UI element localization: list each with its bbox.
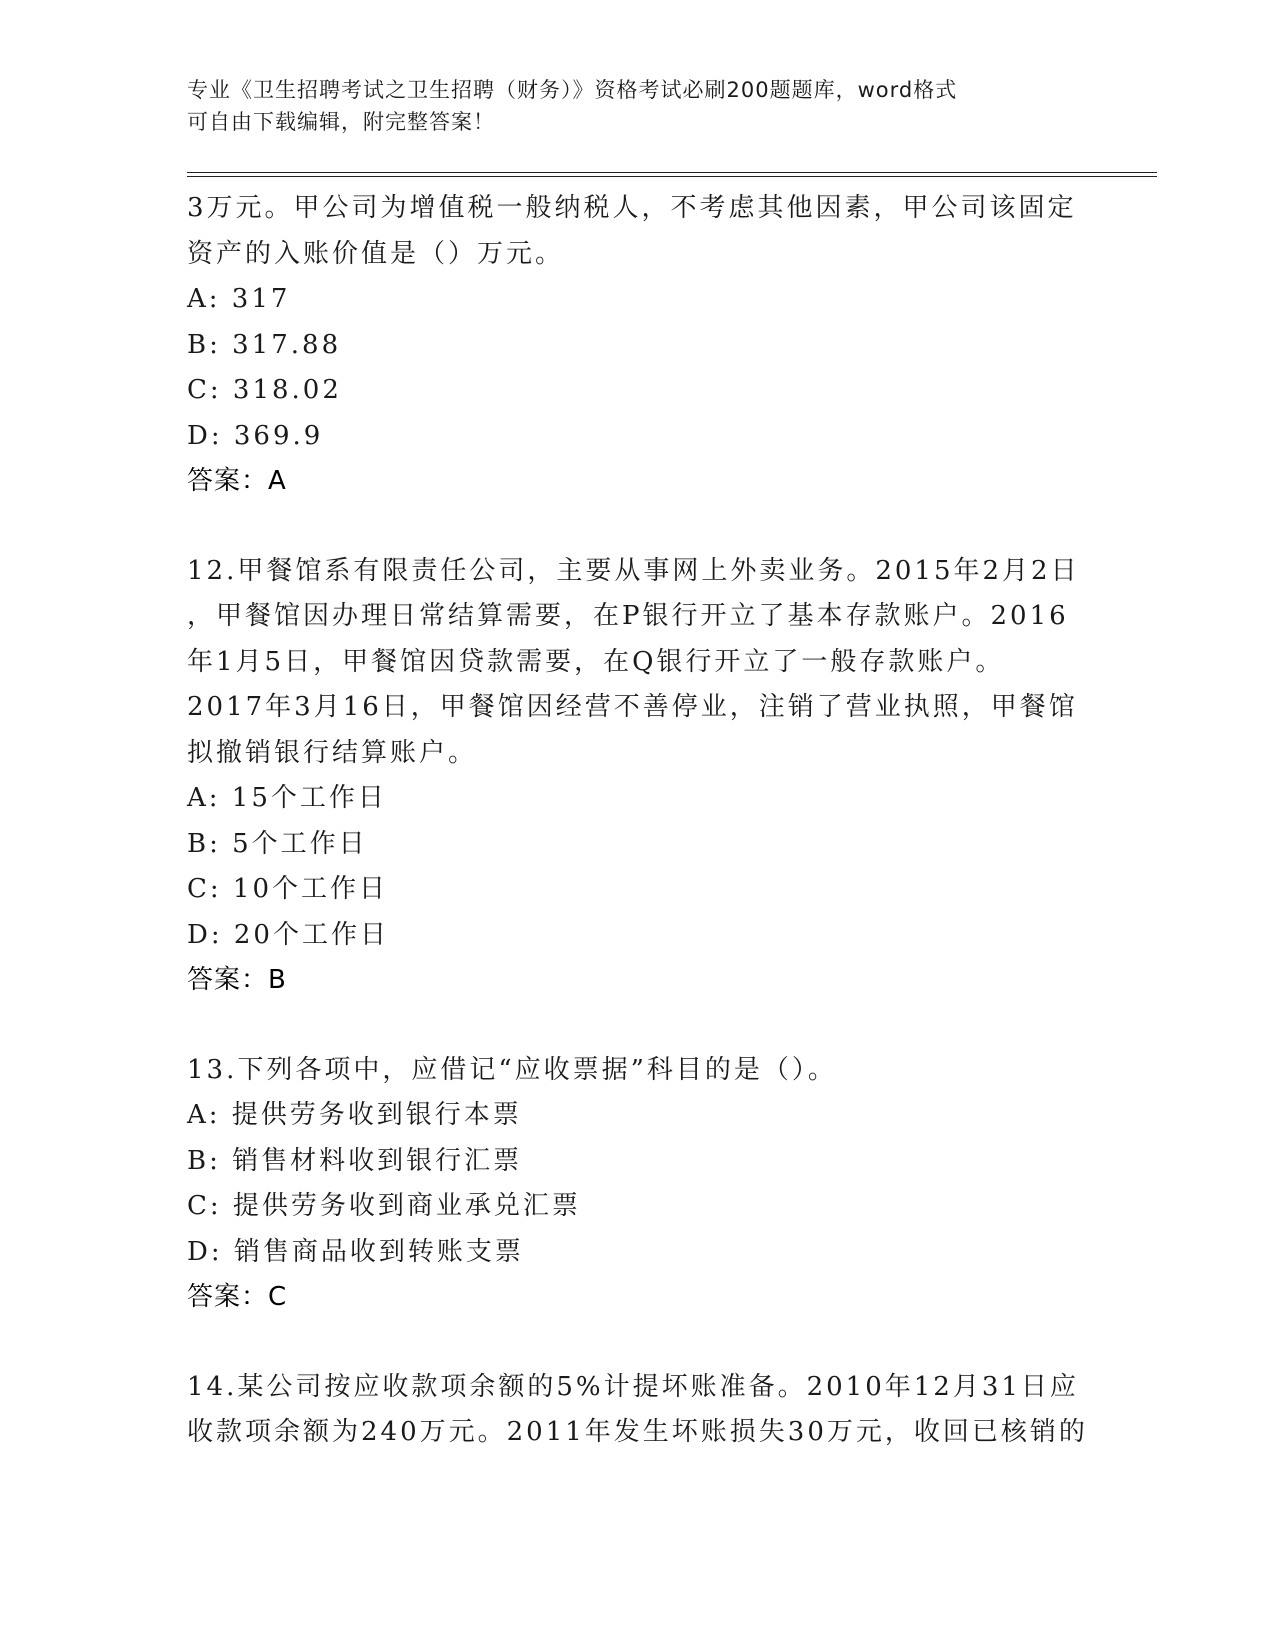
header-line-2: 可自由下载编辑，附完整答案！ (187, 110, 495, 134)
question-text-line: 年1月5日，甲餐馆因贷款需要，在Q银行开立了一般存款账户。 (187, 646, 1005, 677)
option-b: B: 销售材料收到银行汇票 (187, 1145, 523, 1176)
answer-line: 答案：C (187, 1282, 288, 1312)
answer-line: 答案：B (187, 965, 287, 995)
question-text-line: 拟撤销银行结算账户。 (187, 737, 478, 768)
question-text-line: 12.甲餐馆系有限责任公司，主要从事网上外卖业务。2015年2月2日 (187, 555, 1080, 586)
option-d: D: 369.9 (187, 420, 324, 451)
question-14 (187, 1365, 1087, 1456)
question-text-line: 13.下列各项中，应借记“应收票据”科目的是（）。 (187, 1054, 837, 1085)
document-header (187, 74, 1067, 138)
option-a: A: 提供劳务收到银行本票 (187, 1100, 522, 1130)
option-d: D: 销售商品收到转账支票 (187, 1236, 524, 1267)
option-b: B: 5个工作日 (187, 828, 368, 859)
header-line-1: 专业《卫生招聘考试之卫生招聘（财务）》资格考试必刷200题题库，word格式 (187, 78, 958, 102)
question-list (187, 186, 1087, 1456)
answer-line: 答案：A (187, 466, 287, 496)
header-divider-bottom (187, 176, 1157, 177)
header-divider-top (187, 172, 1157, 173)
question-12 (187, 549, 1087, 1004)
question-text-line: 14.某公司按应收款项余额的5%计提坏账准备。2010年12月31日应 (187, 1371, 1079, 1402)
question-text-line: 资产的入账价值是（）万元。 (187, 238, 565, 269)
option-c: C: 318.02 (187, 375, 342, 405)
option-c: C: 10个工作日 (187, 874, 389, 904)
question-text-line: 2017年3月16日，甲餐馆因经营不善停业，注销了营业执照，甲餐馆 (187, 692, 1078, 722)
option-b: B: 317.88 (187, 329, 342, 360)
question-text-line: 收款项余额为240万元。2011年发生坏账损失30万元，收回已核销的 (187, 1417, 1088, 1447)
question-text-line: 3万元。甲公司为增值税一般纳税人，不考虑其他因素，甲公司该固定 (187, 193, 1077, 223)
option-a: A: 317 (187, 284, 291, 314)
option-c: C: 提供劳务收到商业承兑汇票 (187, 1191, 581, 1221)
option-a: A: 15个工作日 (187, 783, 387, 813)
question-13 (187, 1048, 1087, 1321)
option-d: D: 20个工作日 (187, 919, 389, 950)
question-11 (187, 186, 1087, 505)
question-text-line: ，甲餐馆因办理日常结算需要，在P银行开立了基本存款账户。2016 (187, 601, 1069, 631)
